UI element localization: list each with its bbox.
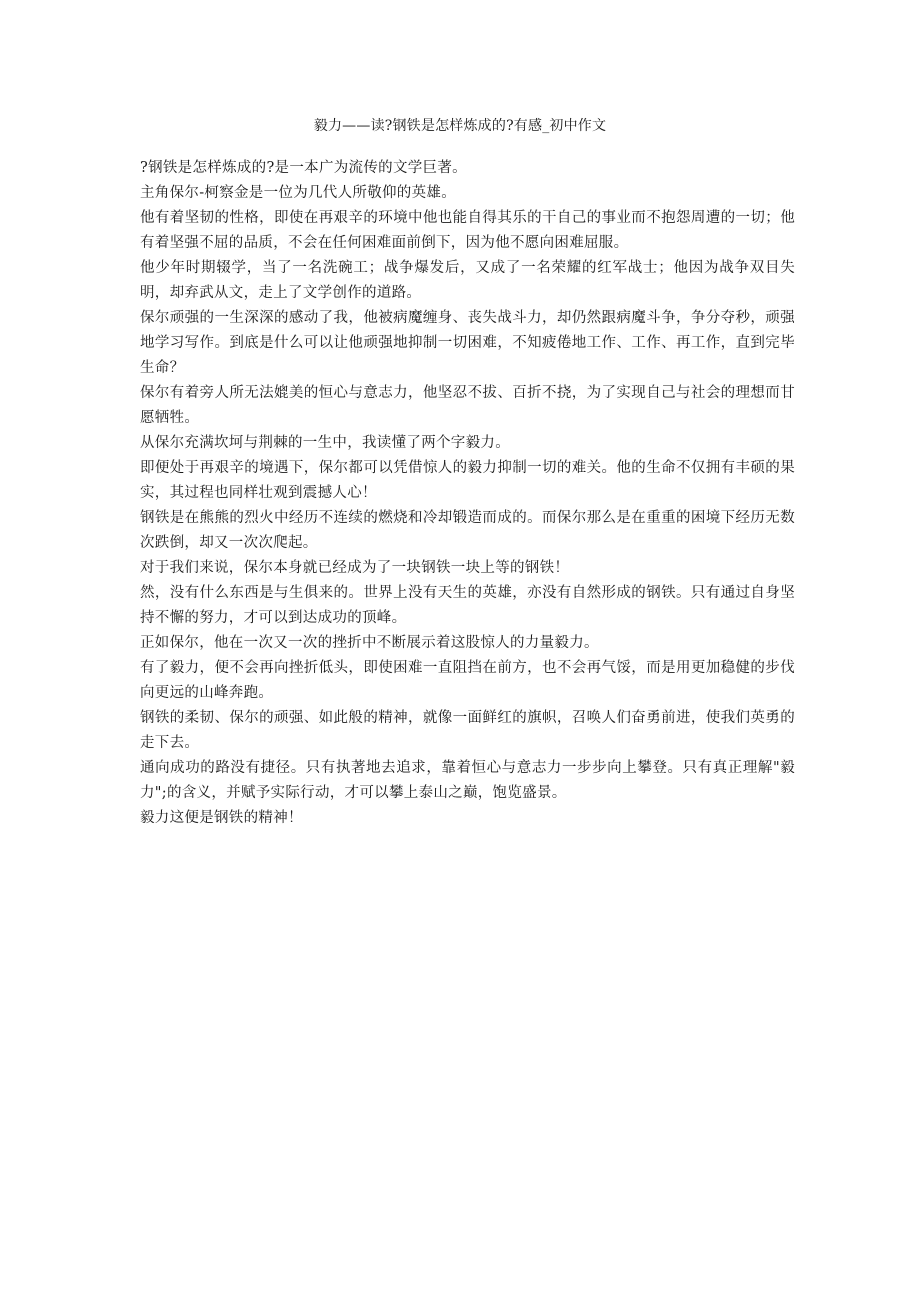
- paragraph: 正如保尔，他在一次又一次的挫折中不断展示着这股惊人的力量毅力。: [140, 635, 599, 651]
- paragraph: 保尔有着旁人所无法媲美的恒心与意志力，他坚忍不拔、百折不挠，为了实现自己与社会的理想而甘愿牺牲。: [140, 385, 795, 426]
- paragraph: 然，没有什么东西是与生俱来的。世界上没有天生的英雄，亦没有自然形成的钢铁。只有通过自身坚持不懈的努力，才可以到达成功的顶峰。: [140, 585, 795, 626]
- paragraph: 保尔顽强的一生深深的感动了我，他被病魔缠身、丧失战斗力，却仍然跟病魔斗争，争分夺秒，顽强地学习写作。到底是什么可以让他顽强地抑制一切困难，不知疲倦地工作、工作、再工作，直到完毕生命？: [140, 310, 795, 376]
- paragraph: 主角保尔-柯察金是一位为几代人所敬仰的英雄。: [140, 185, 456, 201]
- paragraph: 毅力这便是钢铁的精神！: [140, 810, 303, 826]
- paragraph: 从保尔充满坎坷与荆棘的一生中，我读懂了两个字毅力。: [140, 435, 510, 451]
- paragraph: 即便处于再艰辛的境遇下，保尔都可以凭借惊人的毅力抑制一切的难关。他的生命不仅拥有丰硕的果实，其过程也同样壮观到震撼人心！: [140, 460, 795, 501]
- paragraph: 他少年时期辍学，当了一名洗碗工；战争爆发后，又成了一名荣耀的红军战士；他因为战争双目失明，却弃武从文，走上了文学创作的道路。: [140, 260, 795, 301]
- paragraph: 钢铁是在熊熊的烈火中经历不连续的燃烧和冷却锻造而成的。而保尔那么是在重重的困境下经历无数次跌倒，却又一次次爬起。: [140, 510, 795, 551]
- paragraph: 钢铁的柔韧、保尔的顽强、如此般的精神，就像一面鲜红的旗帜，召唤人们奋勇前进，使我们英勇的走下去。: [140, 710, 795, 751]
- document-title: 毅力——读?钢铁是怎样炼成的?有感_初中作文: [313, 118, 607, 134]
- paragraph: 对于我们来说，保尔本身就已经成为了一块钢铁一块上等的钢铁！: [140, 560, 570, 576]
- paragraph: ?钢铁是怎样炼成的?是一本广为流传的文学巨著。: [140, 160, 467, 176]
- document-body: [140, 156, 795, 831]
- paragraph: 他有着坚韧的性格，即使在再艰辛的环境中他也能自得其乐的干自己的事业而不抱怨周遭的一切；他有着坚强不屈的品质，不会在任何困难面前倒下，因为他不愿向困难屈服。: [140, 210, 795, 251]
- paragraph: 有了毅力，便不会再向挫折低头，即使困难一直阻挡在前方，也不会再气馁，而是用更加稳健的步伐向更远的山峰奔跑。: [140, 660, 795, 701]
- paragraph: 通向成功的路没有捷径。只有执著地去追求，靠着恒心与意志力一步步向上攀登。只有真正理解"毅力";的含义，并赋予实际行动，才可以攀上泰山之巅，饱览盛景。: [140, 760, 795, 801]
